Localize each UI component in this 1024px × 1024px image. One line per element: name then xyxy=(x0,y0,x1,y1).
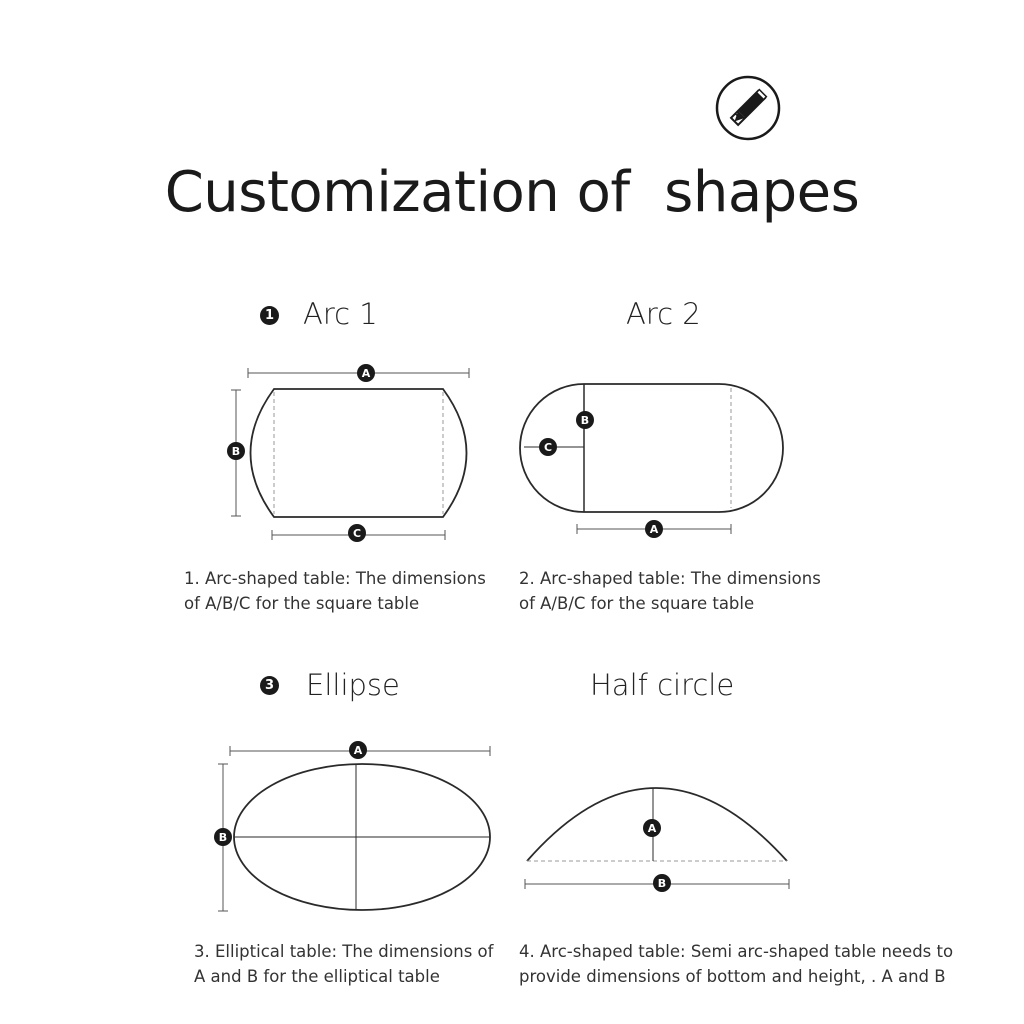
section-heading-half-circle: Half circle xyxy=(590,668,735,702)
caption-ellipse: 3. Elliptical table: The dimensions of A and B for the elliptical table xyxy=(194,942,494,986)
section-heading-ellipse: Ellipse xyxy=(306,668,400,702)
svg-text:B: B xyxy=(231,445,241,458)
dimension-label-a xyxy=(643,819,661,837)
section-heading-arc-2: Arc 2 xyxy=(626,297,701,331)
svg-text:A: A xyxy=(361,367,371,380)
section-number-badge: 1 xyxy=(260,306,279,325)
dimension-label-b xyxy=(653,874,671,892)
caption-arc-2: 2. Arc-shaped table: The dimensions of A/B/C for the square table xyxy=(519,569,821,613)
caption-arc-1: 1. Arc-shaped table: The dimensions of A/B/C for the square table xyxy=(184,569,486,613)
section-heading-arc-1: Arc 1 xyxy=(303,297,378,331)
svg-text:A: A xyxy=(647,822,657,835)
section-number-badge: 3 xyxy=(260,676,279,695)
svg-text:B: B xyxy=(218,831,228,844)
page-title: Customization of shapes xyxy=(164,160,860,225)
svg-text:B: B xyxy=(580,414,590,427)
svg-text:A: A xyxy=(649,523,659,536)
caption-half-circle: 4. Arc-shaped table: Semi arc-shaped table needs to provide dimensions of bottom and height, . A and B xyxy=(519,942,954,986)
svg-text:B: B xyxy=(657,877,667,890)
svg-text:A: A xyxy=(353,744,363,757)
svg-text:C: C xyxy=(543,441,553,454)
svg-text:C: C xyxy=(352,527,362,540)
